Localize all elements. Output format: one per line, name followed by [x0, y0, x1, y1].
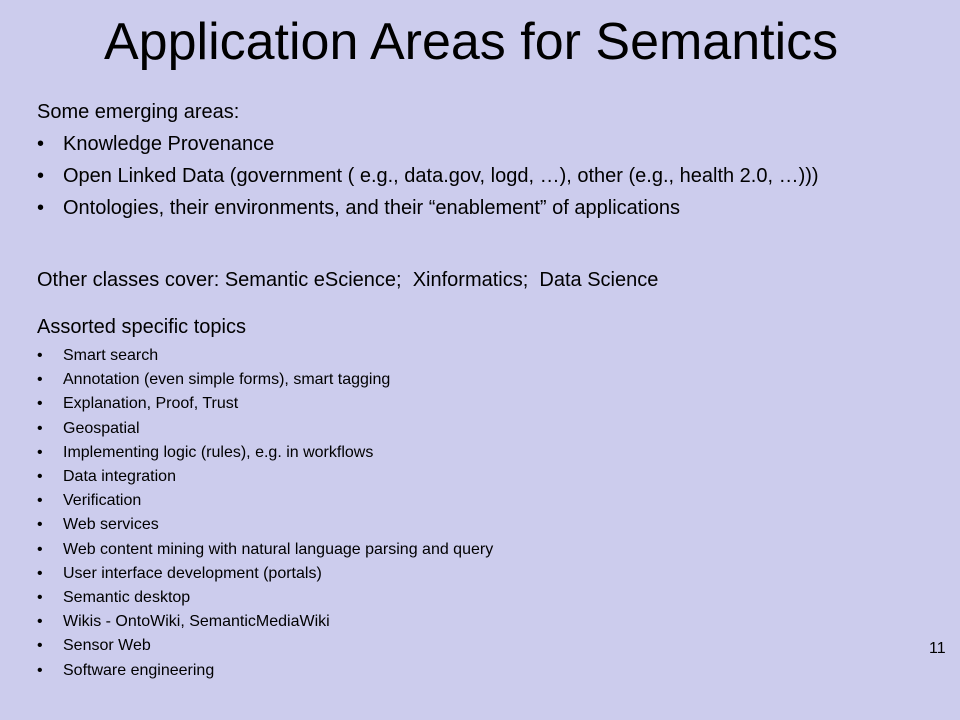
list-item — [37, 196, 937, 220]
list-item-text: Software engineering — [63, 661, 215, 679]
list-item-text: Verification — [63, 492, 142, 510]
bullet-icon: • — [37, 133, 45, 155]
list-item-text: Implementing logic (rules), e.g. in workflows — [63, 443, 374, 461]
list-item-text: Knowledge Provenance — [63, 133, 275, 155]
bullet-icon: • — [37, 492, 43, 510]
list-item — [37, 465, 493, 489]
list-item — [37, 441, 493, 465]
list-item-text: Semantic desktop — [63, 589, 191, 607]
list-item-text: Ontologies, their environments, and their “enablement” of applications — [63, 197, 681, 219]
list-item — [37, 489, 493, 513]
list-item-text: Wikis - OntoWiki, SemanticMediaWiki — [63, 613, 330, 631]
assorted-heading: Assorted specific topics — [37, 316, 246, 338]
bullet-icon: • — [37, 347, 43, 364]
bullet-icon: • — [37, 197, 45, 219]
list-item — [37, 164, 937, 188]
bullet-icon: • — [37, 516, 43, 534]
list-item — [37, 538, 493, 562]
list-item-text: Web services — [63, 516, 159, 534]
list-item — [37, 634, 493, 658]
list-item-text: Annotation (even simple forms), smart tagging — [63, 371, 391, 389]
list-item — [37, 586, 493, 610]
list-item — [37, 344, 493, 368]
bullet-icon: • — [37, 165, 45, 187]
list-item — [37, 368, 493, 392]
topics-list — [37, 344, 493, 683]
emerging-areas-list — [37, 132, 937, 228]
list-item — [37, 132, 937, 156]
bullet-icon: • — [37, 661, 43, 679]
slide-title: Application Areas for Semantics — [104, 13, 839, 71]
list-item — [37, 659, 493, 683]
list-item-text: Explanation, Proof, Trust — [63, 395, 239, 413]
bullet-icon: • — [37, 443, 43, 461]
bullet-icon: • — [37, 589, 43, 607]
bullet-icon: • — [37, 540, 43, 558]
list-item-text: Geospatial — [63, 419, 140, 437]
list-item-text: Web content mining with natural language parsing and query — [63, 540, 494, 558]
bullet-icon: • — [37, 468, 43, 486]
list-item-text: Sensor Web — [63, 637, 151, 655]
bullet-icon: • — [37, 419, 43, 437]
list-item — [37, 392, 493, 416]
bullet-icon: • — [37, 395, 43, 413]
bullet-icon: • — [37, 564, 43, 582]
list-item-text: User interface development (portals) — [63, 564, 322, 582]
list-item — [37, 513, 493, 537]
page-number: 11 — [929, 640, 946, 657]
other-classes-text: Other classes cover: Semantic eScience; Xinformatics; Data Science — [37, 269, 659, 291]
list-item-text: Data integration — [63, 468, 176, 486]
list-item — [37, 562, 493, 586]
list-item — [37, 610, 493, 634]
bullet-icon: • — [37, 637, 43, 655]
bullet-icon: • — [37, 613, 43, 631]
list-item-text: Open Linked Data (government ( e.g., data.gov, logd, …), other (e.g., health 2.0, …))) — [63, 165, 819, 187]
list-item — [37, 417, 493, 441]
list-item-text: Smart search — [63, 347, 159, 364]
intro-text: Some emerging areas: — [37, 101, 240, 123]
bullet-icon: • — [37, 371, 43, 389]
